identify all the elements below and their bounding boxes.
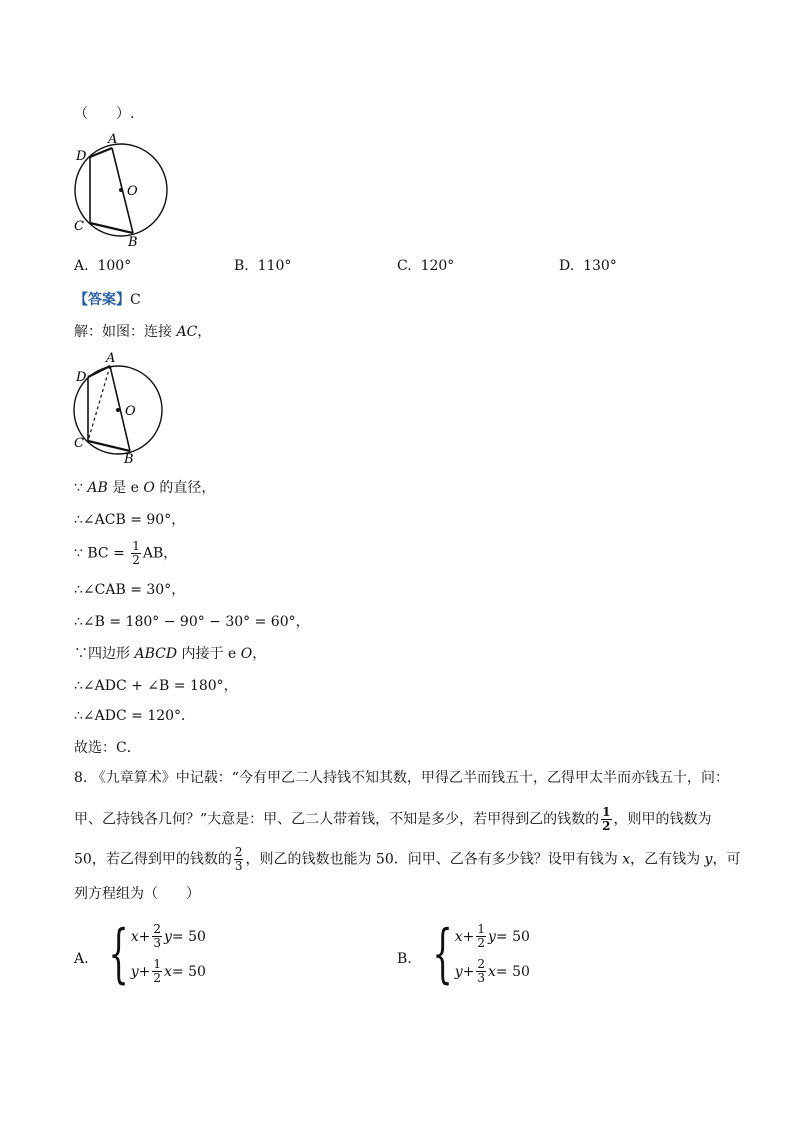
solution-step-1: ∵ AB 是 e O 的直径， xyxy=(74,480,216,496)
solution-step-6: ∵四边形 ABCD 内接于 e O， xyxy=(74,646,267,662)
q8-option-a-system xyxy=(88,917,206,991)
circle-figure-1 xyxy=(68,128,178,250)
solution-step-7: ∴∠ADC + ∠B = 180°， xyxy=(74,678,238,694)
fraction-two-thirds: $\frac{2}{3}$ xyxy=(234,845,243,873)
center-point xyxy=(116,408,120,412)
fraction-one-half: $\frac{1}{2}$ xyxy=(132,539,140,567)
segment-cb xyxy=(90,223,133,233)
segment-cb xyxy=(88,441,130,451)
solution-conclusion: 故选：C． xyxy=(74,740,141,756)
equation-2: y + $\frac{2}{3}$ x = 50 xyxy=(454,957,530,985)
label-b: B xyxy=(124,452,134,467)
label-o: O xyxy=(127,184,138,199)
q8-option-a-letter: A. xyxy=(74,951,89,967)
label-o: O xyxy=(125,404,136,419)
q8-line-3: 50，若乙得到甲的钱数的 $\frac{2}{3}$ ，则乙的钱数也能为 50．问甲、乙各有多少钱？设甲有钱为 x，乙有钱为 y，可 xyxy=(74,845,741,873)
equation-1: x + $\frac{2}{3}$ y = 50 xyxy=(130,922,206,950)
label-c: C xyxy=(74,219,84,234)
solution-step-8: ∴∠ADC = 120°． xyxy=(74,708,196,724)
segment-da xyxy=(88,366,110,377)
equation-1: x + $\frac{1}{2}$ y = 50 xyxy=(454,922,530,950)
option-b: B. 110° xyxy=(234,258,292,274)
answer-value: C xyxy=(130,292,141,308)
segment-ac-dashed xyxy=(88,366,110,441)
circle-figure-2 xyxy=(68,350,178,470)
answer-tag: 【答案】 xyxy=(74,292,130,308)
option-c: C. 120° xyxy=(397,258,455,274)
solution-step-4: ∴∠CAB = 30°， xyxy=(74,582,186,598)
solution-intro: 解：如图：连接 AC， xyxy=(74,324,212,340)
option-d: D. 130° xyxy=(559,258,617,274)
solution-step-3: ∵ BC = $\frac{1}{2}$ AB， xyxy=(74,539,178,567)
option-a: A. 100° xyxy=(74,258,132,274)
q8-option-b-system xyxy=(412,917,530,991)
answer-line xyxy=(74,290,141,310)
q8-line-2: 甲、乙持钱各几何？”大意是：甲、乙二人带着钱，不知是多少，若甲得到乙的钱数的 $\frac{1}{2}$ ，则甲的钱数为 xyxy=(74,805,712,833)
label-a: A xyxy=(106,351,116,366)
q8-option-b-letter: B. xyxy=(397,951,412,967)
equation-2: y + $\frac{1}{2}$ x = 50 xyxy=(130,957,206,985)
left-brace: { xyxy=(432,917,453,991)
solution-step-5: ∴∠B = 180° − 90° − 30° = 60°， xyxy=(74,614,310,630)
center-point xyxy=(119,188,123,192)
label-a: A xyxy=(108,132,118,147)
left-brace: { xyxy=(108,917,129,991)
question-stem-end: （ ）. xyxy=(74,106,135,122)
label-d: D xyxy=(76,149,87,164)
q8-line-4: 列方程组为（ ） xyxy=(74,886,200,902)
q8-line-1: 8. 《九章算术》中记载：“今有甲乙二人持钱不知其数，甲得乙半而钱五十，乙得甲太半而亦钱五十，问： xyxy=(74,770,729,786)
label-d: D xyxy=(76,370,87,385)
label-b: B xyxy=(128,235,138,250)
label-c: C xyxy=(74,436,84,451)
solution-step-2: ∴∠ACB = 90°， xyxy=(74,512,186,528)
fraction-one-half-bold: $\frac{1}{2}$ xyxy=(602,805,611,833)
